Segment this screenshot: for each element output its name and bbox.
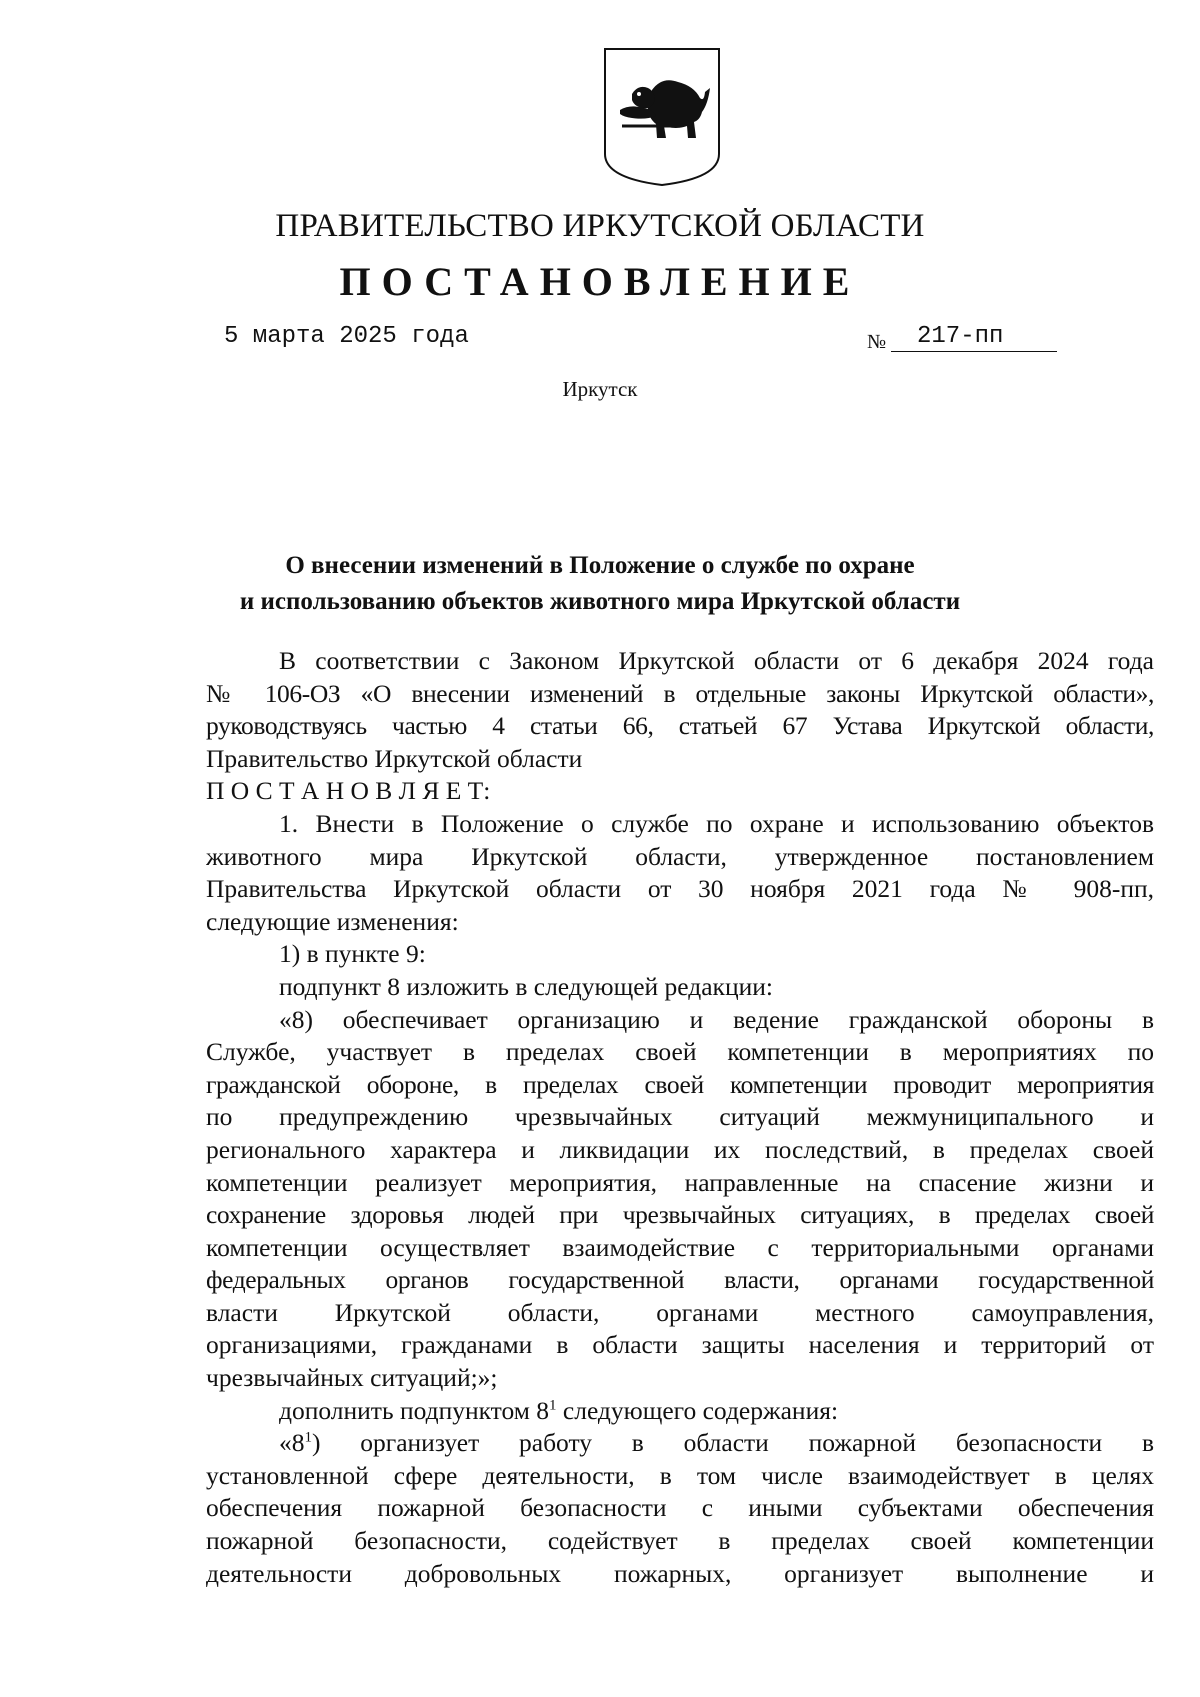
- irkutsk-coat-of-arms-emblem: [602, 46, 722, 188]
- paragraph-line: власти Иркутской области, органами местного самоуправления,: [206, 1297, 1154, 1327]
- paragraph-line: установленной сфере деятельности, в том числе взаимодействует в целях: [206, 1460, 1154, 1490]
- paragraph-line: «8) обеспечивает организацию и ведение гражданской обороны в: [279, 1004, 1154, 1034]
- preamble-line: Правительство Иркутской области: [206, 743, 583, 773]
- city-name: Иркутск: [562, 377, 638, 401]
- paragraph-line: чрезвычайных ситуаций;»;: [206, 1363, 498, 1393]
- paragraph-line: компетенции осуществляет взаимодействие с территориальными органами: [206, 1232, 1154, 1262]
- paragraph-line: пожарной безопасности, содействует в пределах своей компетенции: [206, 1526, 1154, 1556]
- paragraph-line: обеспечения пожарной безопасности с иными субъектами обеспечения: [206, 1493, 1154, 1523]
- paragraph-line: федеральных органов государственной власти, органами государственной: [206, 1265, 1154, 1295]
- item-line: животного мира Иркутской области, утвержденное постановлением: [206, 841, 1154, 871]
- decree-title: [0, 548, 1200, 620]
- decree-body: [206, 645, 1154, 1590]
- paragraph-line: компетенции реализует мероприятия, направленные на спасение жизни и: [206, 1167, 1154, 1197]
- paragraph-line: гражданской обороне, в пределах своей компетенции проводит мероприятия: [206, 1069, 1154, 1099]
- preamble-line: В соответствии с Законом Иркутской области от 6 декабря 2024 года: [279, 646, 1154, 675]
- paragraph-line: Службе, участвует в пределах своей компетенции в мероприятиях по: [206, 1037, 1154, 1067]
- decree-number: 217-пп: [891, 322, 1057, 352]
- preamble-line: руководствуясь частью 4 статьи 66, статьей 67 Устава Иркутской области,: [206, 711, 1154, 741]
- decree-date: 5 марта 2025 года: [224, 323, 469, 350]
- paragraph-text: ) организует работу в области пожарной безопасности в: [312, 1428, 1154, 1458]
- title-line: и использованию объектов животного мира Иркутской области: [239, 588, 961, 615]
- superscript: 1: [549, 1397, 557, 1414]
- resolves-heading: П О С Т А Н О В Л Я Е Т:: [206, 776, 491, 806]
- addition-intro-text: дополнить подпунктом 8: [279, 1395, 550, 1425]
- paragraph-text: «8: [279, 1428, 305, 1458]
- item-line: Правительства Иркутской области от 30 ноября 2021 года № 908-пп,: [206, 874, 1154, 904]
- paragraph-line: сохранение здоровья людей при чрезвычайных ситуациях, в пределах своей: [206, 1200, 1154, 1230]
- number-label: №: [867, 331, 887, 353]
- subitem-heading: 1) в пункте 9:: [279, 939, 426, 969]
- addition-intro: [206, 1395, 1154, 1428]
- paragraph-line: деятельности добровольных пожарных, организует выполнение и: [206, 1558, 1154, 1588]
- title-line: О внесении изменений в Положение о службе по охране: [285, 552, 915, 579]
- item-line: следующие изменения:: [206, 906, 459, 936]
- addition-intro-text: следующего содержания:: [556, 1395, 839, 1425]
- paragraph-line: организациями, гражданами в области защиты населения и территорий от: [206, 1330, 1154, 1360]
- paragraph-line: регионального характера и ликвидации их последствий, в пределах своей: [206, 1134, 1154, 1164]
- superscript: 1: [304, 1429, 312, 1446]
- government-name: ПРАВИТЕЛЬСТВО ИРКУТСКОЙ ОБЛАСТИ: [275, 208, 925, 244]
- preamble-line: № 106-ОЗ «О внесении изменений в отдельные законы Иркутской области»,: [206, 678, 1154, 708]
- paragraph-line: [206, 1427, 1154, 1460]
- document-type: ПОСТАНОВЛЕНИЕ: [339, 259, 861, 304]
- subitem-intro: подпункт 8 изложить в следующей редакции:: [279, 971, 773, 1001]
- item-line: 1. Внести в Положение о службе по охране и использованию объектов: [279, 808, 1154, 838]
- paragraph-line: по предупреждению чрезвычайных ситуаций межмуниципального и: [206, 1102, 1154, 1132]
